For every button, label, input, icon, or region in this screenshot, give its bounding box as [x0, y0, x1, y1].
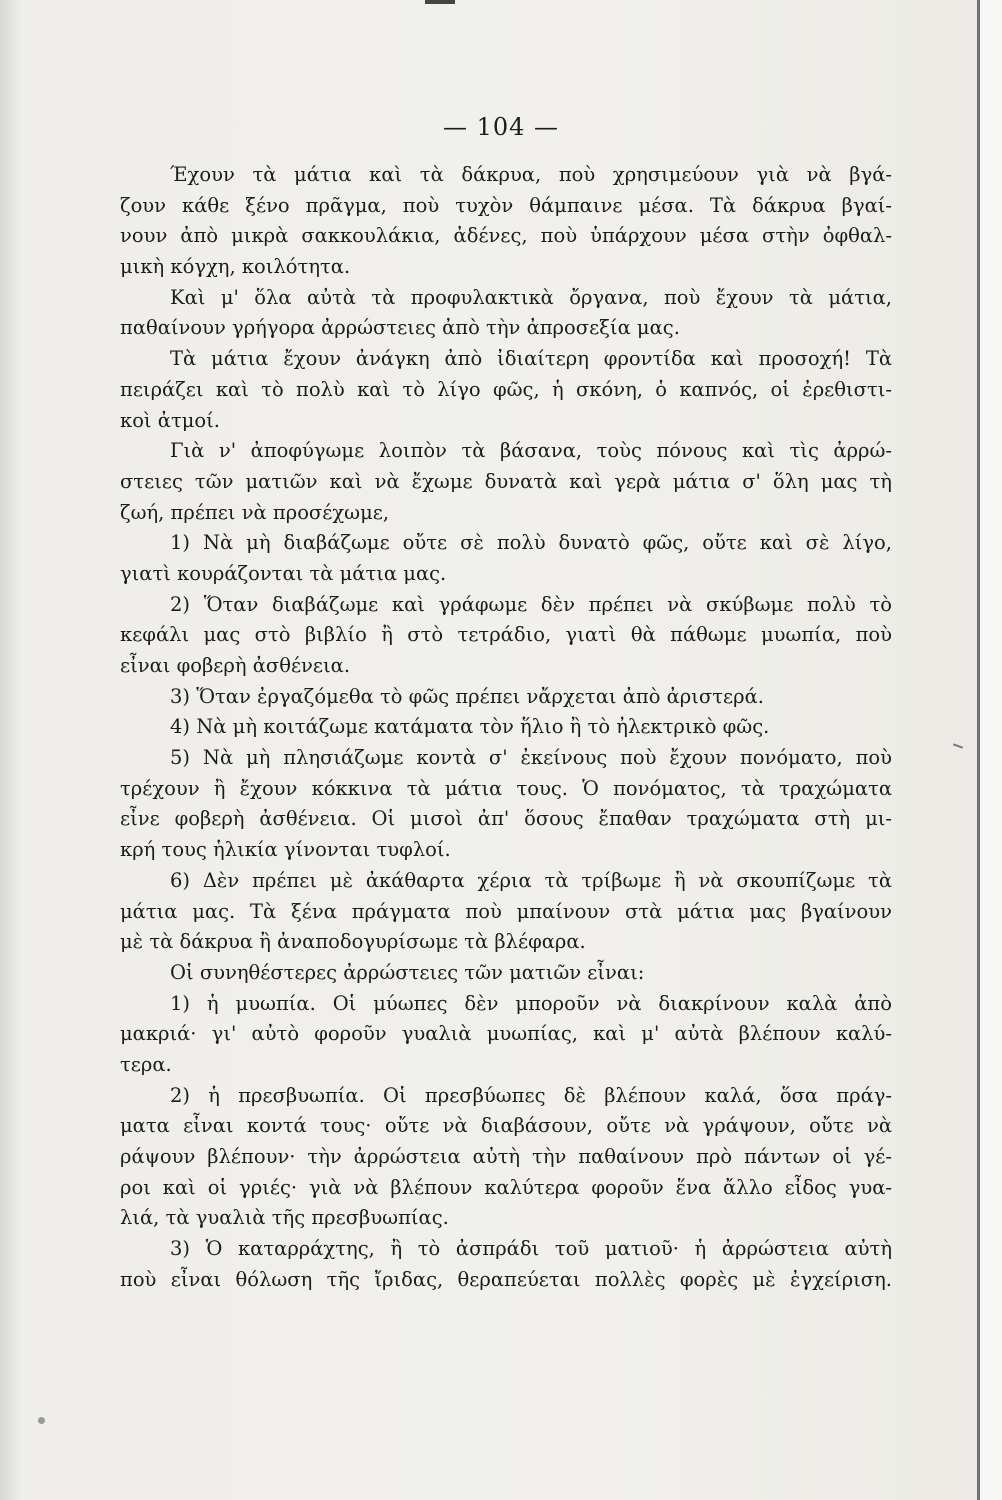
text-line: Οἱ συνηθέστερες ἀρρώστειες τῶν ματιῶν εἶναι:: [170, 960, 645, 984]
text-line: πειράζει καὶ τὸ πολὺ καὶ τὸ λίγο φῶς, ἡ σκόνη, ὁ καπνός, οἱ ἐρεθιστι-: [120, 377, 892, 401]
text-line: 3) Ὁ καταρράχτης, ἢ τὸ ἀσπράδι τοῦ ματιοῦ· ἡ ἀρρώστεια αὐτὴ: [170, 1237, 892, 1261]
text-line: Καὶ μ' ὅλα αὐτὰ τὰ προφυλακτικὰ ὄργανα, ποὺ ἔχουν τὰ μάτια,: [170, 285, 892, 309]
text-line: ράψουν βλέπουν· τὴν ἀρρώστεια αὐτὴ τὴν παθαίνουν πρὸ πάντων οἱ γέ-: [120, 1145, 892, 1168]
text-line: 4) Νὰ μὴ κοιτάζωμε κατάματα τὸν ἥλιο ἢ τὸ ἠλεκτρικὸ φῶς.: [170, 715, 770, 739]
text-line: εἶναι φοβερὴ ἀσθένεια.: [120, 654, 351, 677]
text-line: 5) Νὰ μὴ πλησιάζωμε κοντὰ σ' ἐκείνους ποὺ ἔχουν πονόματο, ποὺ: [170, 746, 892, 770]
text-line: 2) Ὅταν διαβάζωμε καὶ γράφωμε δὲν πρέπει νὰ σκύβωμε πολὺ τὸ: [170, 592, 892, 616]
text-line: Έχουν τὰ μάτια καὶ τὰ δάκρυα, ποὺ χρησιμεύουν γιὰ νὰ βγά-: [170, 163, 892, 186]
text-line: 2) ἡ πρεσβυωπία. Οἱ πρεσβύωπες δὲ βλέπουν καλά, ὅσα πράγ-: [170, 1083, 892, 1107]
text-line: ποὺ εἶναι θόλωση τῆς ἴριδας, θεραπεύεται πολλὲς φορὲς μὲ ἐγχείριση.: [120, 1267, 892, 1291]
text-line: μάτια μας. Τὰ ξένα πράγματα ποὺ μπαίνουν στὰ μάτια μας βγαίνουν: [120, 899, 892, 923]
text-line: μὲ τὰ δάκρυα ἢ ἀναποδογυρίσωμε τὰ βλέφαρα.: [120, 930, 586, 954]
text-line: νουν ἀπὸ μικρὰ σακκουλάκια, ἀδένες, ποὺ ὑπάρχουν μέσα στὴν ὀφθαλ-: [120, 224, 892, 248]
top-edge-mark: [425, 0, 455, 4]
text-line: γιατὶ κουράζονται τὰ μάτια μας.: [120, 561, 447, 585]
text-line: εἶνε φοβερὴ ἀσθένεια. Οἱ μισοὶ ἀπ' ὅσους ἔπαθαν τραχώματα στὴ μι-: [120, 807, 892, 831]
text-line: Τὰ μάτια ἔχουν ἀνάγκη ἀπὸ ἰδιαίτερη φροντίδα καὶ προσοχή! Τὰ: [170, 347, 892, 371]
text-line: κρή τους ἡλικία γίνονται τυφλοί.: [120, 838, 451, 862]
text-line: τερα.: [120, 1052, 172, 1076]
page-margin-right: [980, 0, 1002, 1500]
text-line: μακριά· γι' αὐτὸ φοροῦν γυαλιὰ μυωπίας, καὶ μ' αὐτὰ βλέπουν καλύ-: [120, 1022, 892, 1046]
page-number: — 104 —: [442, 113, 560, 141]
text-line: κεφάλι μας στὸ βιβλίο ἢ στὸ τετράδιο, γιατὶ θὰ πάθωμε μυωπία, ποὺ: [120, 623, 892, 647]
text-line: 1) Νὰ μὴ διαβάζωμε οὔτε σὲ πολὺ δυνατὸ φῶς, οὔτε καὶ σὲ λίγο,: [170, 531, 892, 555]
text-line: ροι καὶ οἱ γριές· γιὰ νὰ βλέπουν καλύτερα φοροῦν ἕνα ἄλλο εἶδος γυα-: [120, 1175, 892, 1199]
text-line: ζωή, πρέπει νὰ προσέχωμε,: [120, 500, 390, 524]
text-line: παθαίνουν γρήγορα ἀρρώστειες ἀπὸ τὴν ἀπροσεξία μας.: [120, 316, 680, 340]
stain-dot: [38, 1417, 45, 1424]
text-line: κοὶ ἀτμοί.: [120, 408, 220, 432]
text-line: τρέχουν ἢ ἔχουν κόκκινα τὰ μάτια τους. Ὁ πονόματος, τὰ τραχώματα: [120, 776, 892, 800]
text-line: λιά, τὰ γυαλιὰ τῆς πρεσβυωπίας.: [120, 1206, 449, 1230]
text-line: 6) Δὲν πρέπει μὲ ἀκάθαρτα χέρια τὰ τρίβωμε ἢ νὰ σκουπίζωμε τὰ: [170, 868, 892, 892]
page-edge-line: [977, 0, 980, 1500]
text-line: 1) ἡ μυωπία. Οἱ μύωπες δὲν μποροῦν νὰ διακρίνουν καλὰ ἀπὸ: [170, 991, 892, 1015]
text-line: στειες τῶν ματιῶν καὶ νὰ ἔχωμε δυνατὰ καὶ γερὰ μάτια σ' ὅλη μας τὴ: [120, 469, 892, 493]
text-line: 3) Ὅταν ἐργαζόμεθα τὸ φῶς πρέπει νἄρχεται ἀπὸ ἀριστερά.: [170, 684, 764, 708]
stray-mark: [953, 743, 963, 748]
text-line: ματα εἶναι κοντά τους· οὔτε νὰ διαβάσουν, οὔτε νὰ γράψουν, οὔτε νὰ: [120, 1114, 892, 1138]
text-line: Γιὰ ν' ἀποφύγωμε λοιπὸν τὰ βάσανα, τοὺς πόνους καὶ τὶς ἀρρώ-: [170, 439, 892, 463]
text-line: ζουν κάθε ξένο πρᾶγμα, ποὺ τυχὸν θάμπαινε μέσα. Τὰ δάκρυα βγαί-: [120, 193, 892, 217]
body-text: [120, 160, 892, 1295]
text-line: μικὴ κόγχη, κοιλότητα.: [120, 255, 351, 279]
